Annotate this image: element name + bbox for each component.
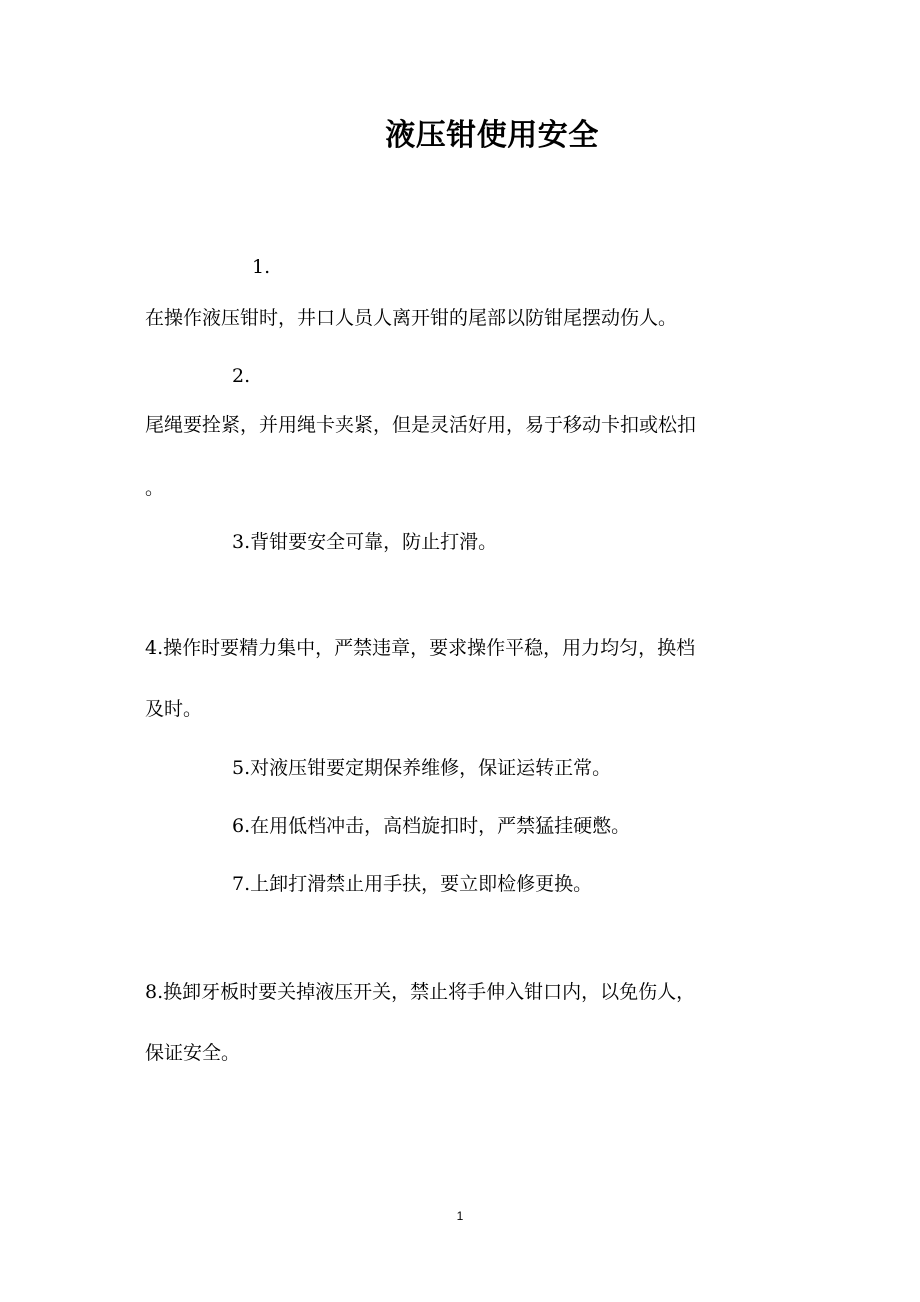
item-7-text: 7.上卸打滑禁止用手扶，要立即检修更换。: [232, 873, 593, 895]
item-2-number: 2.: [232, 365, 251, 387]
document-title: 液压钳使用安全: [385, 118, 599, 153]
item-1-number: 1.: [252, 256, 271, 278]
item-4-text-line-1: 4.操作时要精力集中，严禁违章，要求操作平稳，用力均匀，换档: [145, 637, 696, 659]
item-3-text: 3.背钳要安全可靠，防止打滑。: [232, 531, 498, 553]
item-2-text-line-2: 。: [145, 477, 165, 499]
item-2-text-line-1: 尾绳要拴紧，并用绳卡夹紧，但是灵活好用，易于移动卡扣或松扣: [145, 414, 697, 436]
item-8-text-line-2: 保证安全。: [145, 1042, 241, 1064]
item-8-text-line-1: 8.换卸牙板时要关掉液压开关，禁止将手伸入钳口内，以免伤人，: [145, 981, 696, 1003]
item-6-text: 6.在用低档冲击，高档旋扣时，严禁猛挂硬憋。: [232, 815, 631, 837]
page-number: 1: [456, 1209, 464, 1223]
item-5-text: 5.对液压钳要定期保养维修，保证运转正常。: [232, 757, 612, 779]
item-1-text: 在操作液压钳时，井口人员人离开钳的尾部以防钳尾摆动伤人。: [145, 307, 678, 329]
item-4-text-line-2: 及时。: [145, 698, 203, 720]
